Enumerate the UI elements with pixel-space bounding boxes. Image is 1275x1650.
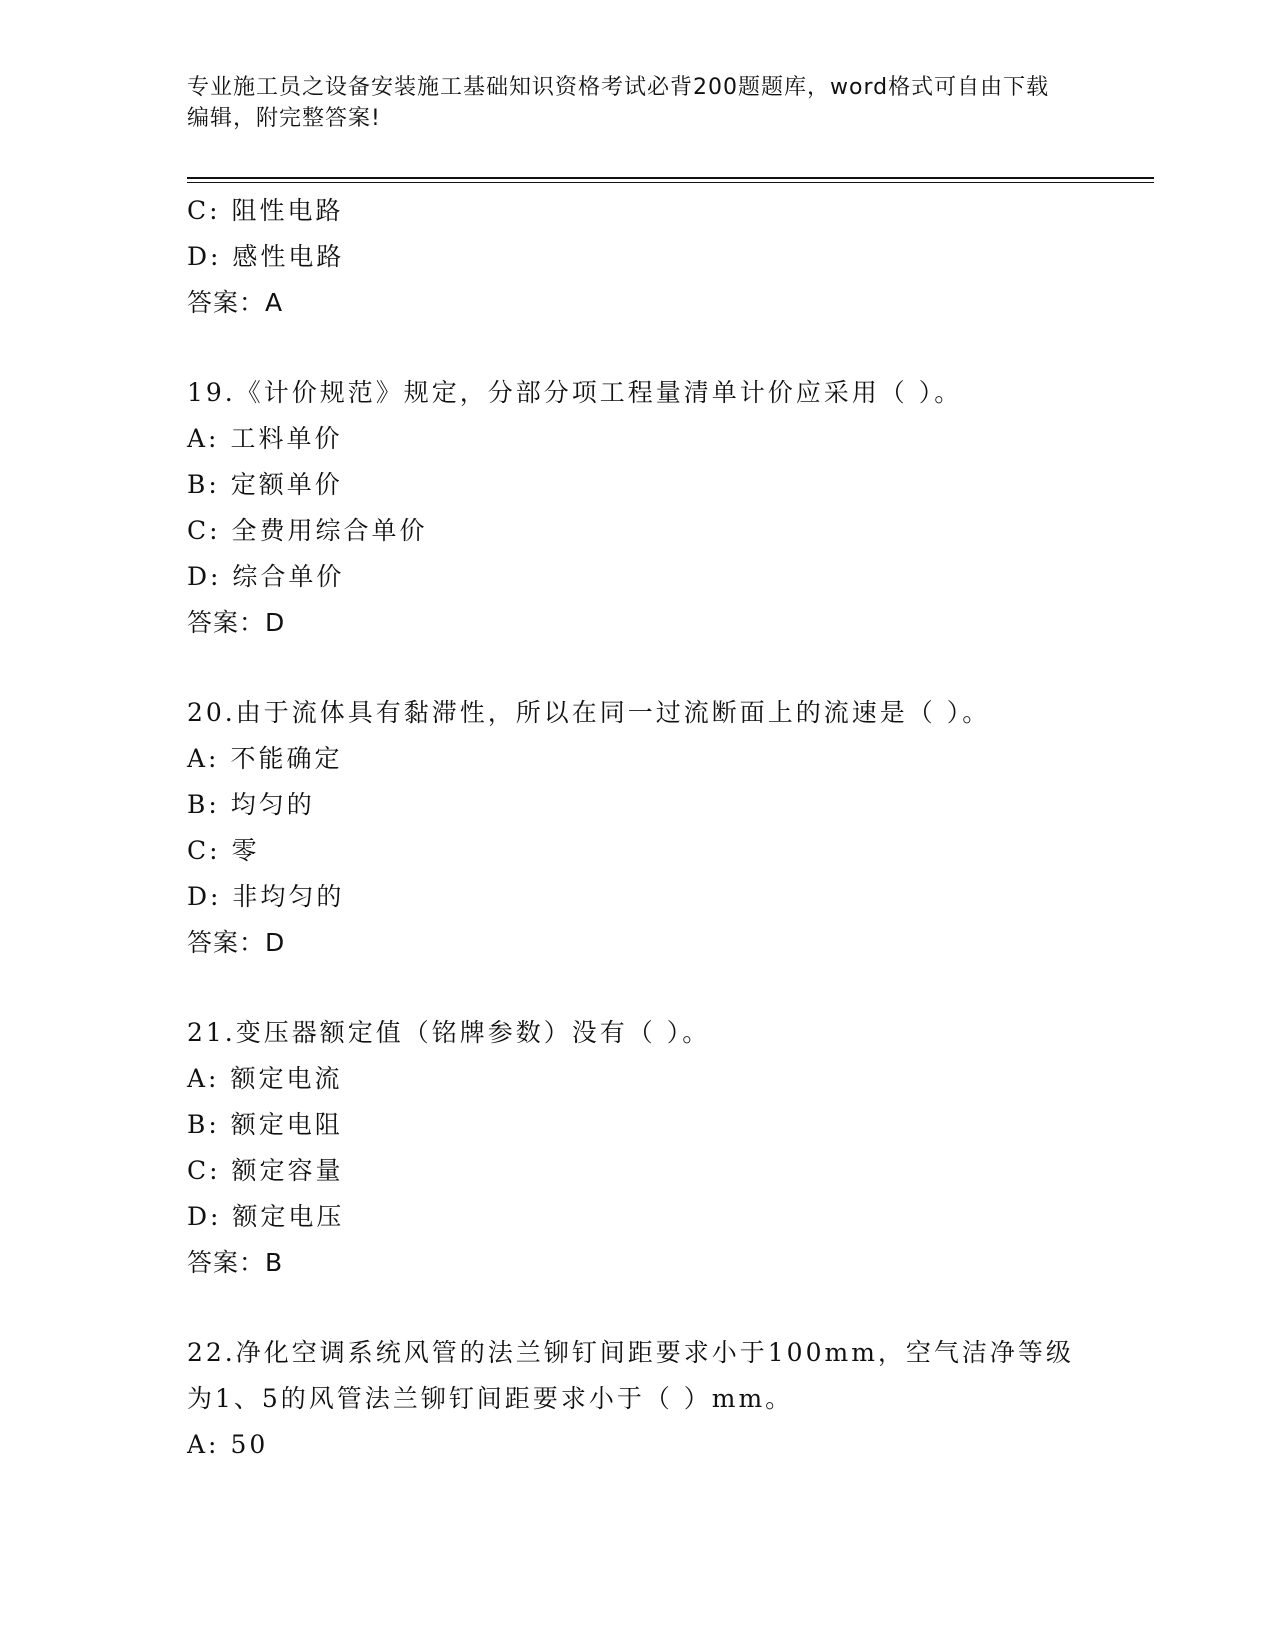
question-text-line-2: 为1、5的风管法兰铆钉间距要求小于（ ）mm。 [187,1384,794,1413]
question-block-prev [187,188,1087,326]
question-list [187,188,1087,1468]
option-c: C: 额定容量 [187,1156,344,1185]
answer-line: 答案：A [187,288,284,317]
option-b: B: 额定电阻 [187,1110,343,1139]
answer-line: 答案：D [187,608,286,637]
header-title: 专业施工员之设备安装施工基础知识资格考试必背200题题库，word格式可自由下载编辑，附完整答案! [187,75,1050,131]
option-c: C: 全费用综合单价 [187,516,428,545]
question-block-22 [187,1330,1087,1468]
question-text-line-1: 22.净化空调系统风管的法兰铆钉间距要求小于100mm，空气洁净等级 [187,1338,1074,1367]
answer-line: 答案：B [187,1248,284,1277]
question-block-19 [187,370,1087,646]
option-d: D: 非均匀的 [187,882,345,911]
option-c: C: 零 [187,836,260,865]
option-d: D: 额定电压 [187,1202,345,1231]
option-a: A: 工料单价 [187,424,343,453]
question-text: 20.由于流体具有黏滞性，所以在同一过流断面上的流速是（ ）。 [187,698,991,727]
question-block-21 [187,1010,1087,1286]
option-d: D: 感性电路 [187,242,345,271]
question-text: 21.变压器额定值（铭牌参数）没有（ ）。 [187,1018,711,1047]
header-rule-thin [187,182,1154,183]
option-b: B: 定额单价 [187,470,343,499]
question-text: 19.《计价规范》规定，分部分项工程量清单计价应采用（ ）。 [187,378,963,407]
option-c: C: 阻性电路 [187,196,344,225]
document-header [187,72,1067,134]
option-a: A: 额定电流 [187,1064,343,1093]
option-d: D: 综合单价 [187,562,345,591]
option-a: A: 50 [187,1430,269,1459]
option-a: A: 不能确定 [187,744,343,773]
answer-line: 答案：D [187,928,286,957]
question-block-20 [187,690,1087,966]
header-rule-thick [187,177,1154,179]
option-b: B: 均匀的 [187,790,315,819]
